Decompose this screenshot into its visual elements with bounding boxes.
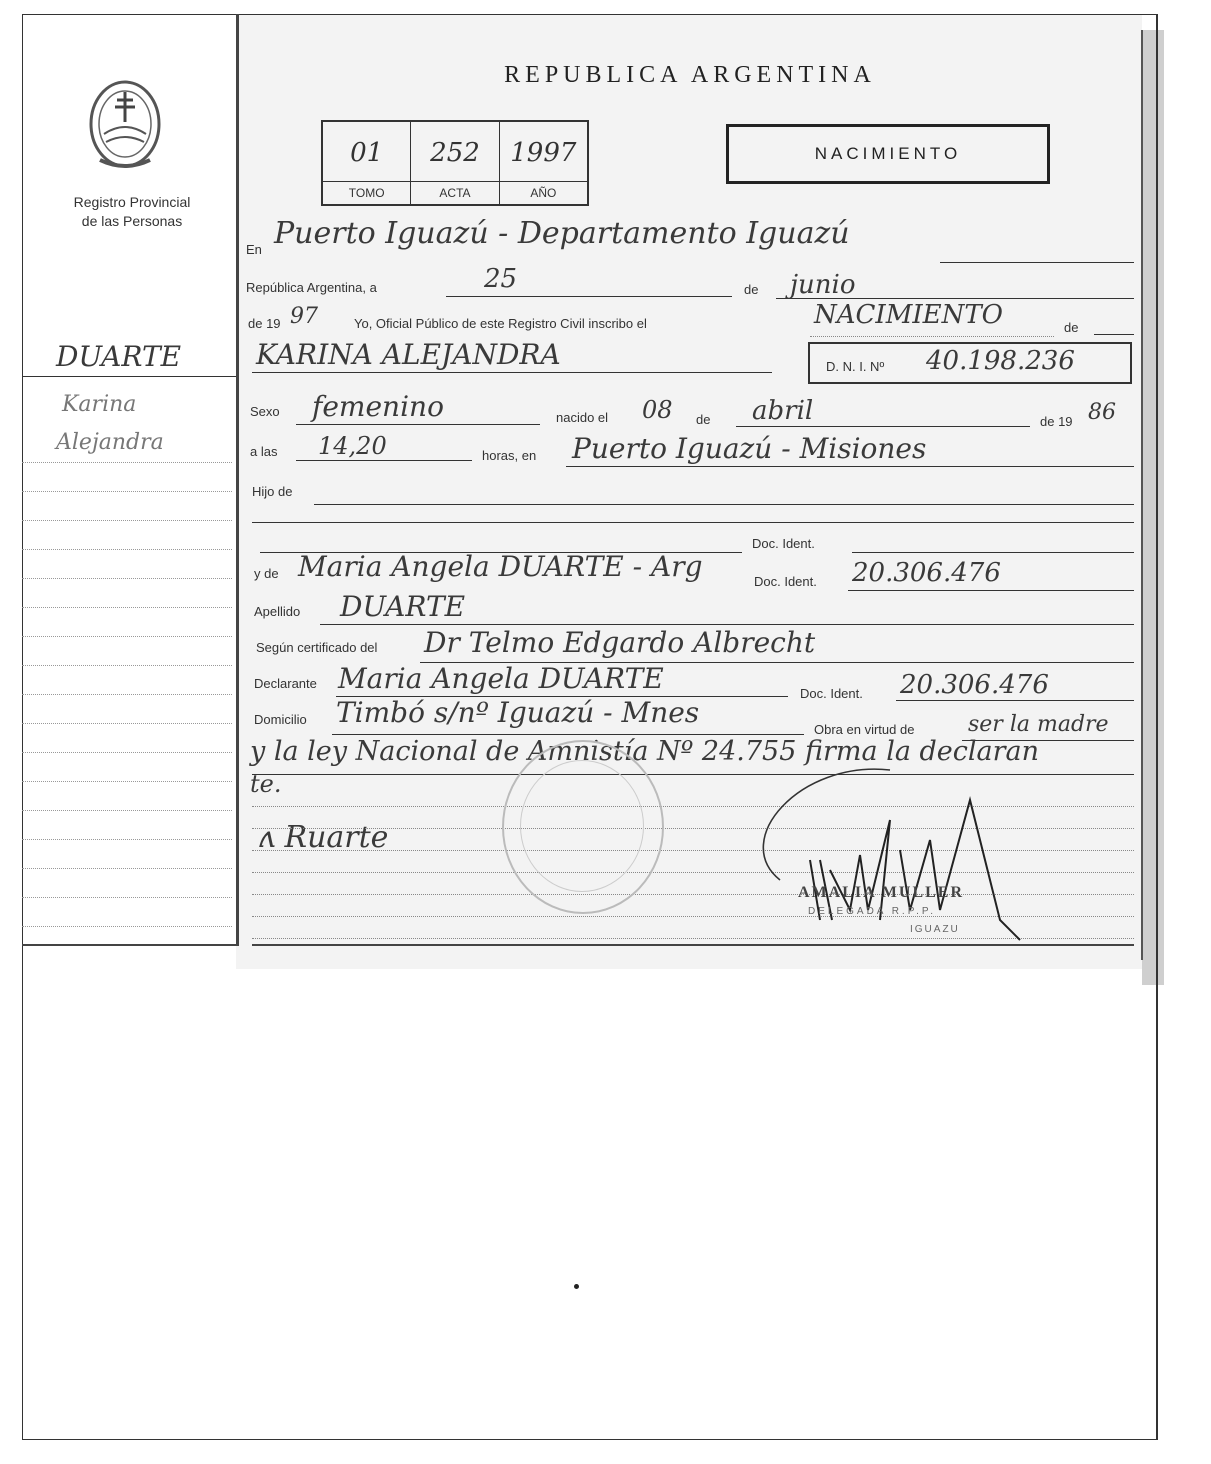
doc1-rule [852, 552, 1134, 553]
full-name-value: KARINA ALEJANDRA [256, 338, 561, 371]
month-value: junio [790, 270, 856, 300]
apellido-rule [320, 624, 1134, 625]
place-rule [940, 262, 1134, 263]
stub-ruled-line [22, 462, 232, 463]
official-place: IGUAZU [910, 924, 960, 935]
birth-day: 08 [642, 396, 673, 424]
stub-ruled-line [22, 694, 232, 695]
provincial-crest-icon [80, 72, 170, 172]
place-value: Puerto Iguazú - Departamento Iguazú [274, 216, 850, 251]
de1-label: de [744, 282, 759, 297]
inscribe-type: NACIMIENTO [814, 300, 1003, 330]
day-rule [446, 296, 732, 297]
nacido-label: nacido el [556, 410, 609, 425]
yde-label: y de [254, 566, 279, 581]
stub-bottom-rule [22, 944, 238, 946]
de2-label: de [1064, 320, 1079, 335]
domicilio-rule [332, 734, 804, 735]
registry-name [40, 193, 224, 231]
year-suffix: 97 [290, 304, 318, 329]
declarante-value: Maria Angela DUARTE [338, 662, 664, 695]
de2-rule [1094, 334, 1134, 335]
birth-year-suffix: 86 [1088, 400, 1116, 425]
dni-label: D. N. I. Nº [826, 359, 885, 374]
mother-doc: 20.306.476 [852, 558, 1001, 588]
day-value: 25 [484, 264, 518, 294]
certificado-value: Dr Telmo Edgardo Albrecht [424, 626, 816, 659]
main-right-rule [1141, 30, 1143, 960]
stub-ruled-line [22, 839, 232, 840]
note-line-1: y la ley Nacional de Amnistía Nº 24.755 firma la declaran [250, 736, 1040, 767]
dni-value: 40.198.236 [926, 346, 1075, 376]
declarant-signature: ʌ Ruarte [258, 820, 389, 855]
doc1-label: Doc. Ident. [752, 536, 815, 551]
acta-cell [411, 122, 499, 204]
inscribe-dots [810, 336, 1054, 337]
official-title: DELEGADA R.P.P. [808, 906, 937, 917]
ano-cell [500, 122, 587, 204]
domicilio-value: Timbó s/nº Iguazú - Mnes [336, 696, 700, 729]
mother-value: Maria Angela DUARTE - Arg [298, 550, 703, 583]
stub-ruled-line [22, 781, 232, 782]
declarante-doc-rule [896, 700, 1134, 701]
tomo-label: TOMO [323, 181, 410, 204]
stub-ruled-line [22, 636, 232, 637]
obra-label: Obra en virtud de [814, 722, 915, 737]
stub-surname: DUARTE [56, 340, 182, 373]
stub-divider [236, 14, 239, 946]
acta-value: 252 [430, 138, 480, 168]
hijo-rule-2 [252, 522, 1134, 523]
registry-line-2: de las Personas [81, 213, 183, 229]
a-las-label: a las [250, 444, 278, 459]
registry-line-1: Registro Provincial [73, 194, 191, 210]
hijo-rule [314, 504, 1134, 505]
official-signature-icon [740, 760, 1040, 950]
dni-box [808, 342, 1132, 384]
birth-month: abril [752, 396, 814, 426]
ano-value: 1997 [510, 138, 577, 168]
country-title: REPUBLICA ARGENTINA [504, 62, 876, 88]
obra-value: ser la madre [968, 712, 1109, 737]
en-label: En [246, 242, 262, 257]
ink-dot [574, 1284, 579, 1289]
de3-label: de [696, 412, 711, 427]
official-stamp-inner [520, 760, 644, 892]
stub-ruled-line [22, 607, 232, 608]
act-type-box: NACIMIENTO [726, 124, 1050, 184]
stub-ruled-line [22, 578, 232, 579]
certificado-label: Según certificado del [256, 640, 378, 655]
acta-label: ACTA [411, 181, 498, 204]
note-line-2: te. [250, 770, 282, 798]
tomo-cell [323, 122, 411, 204]
tomo-value: 01 [350, 138, 384, 168]
birth-place: Puerto Iguazú - Misiones [572, 432, 927, 465]
de-19-label: de 19 [1040, 414, 1073, 429]
stub-ruled-line [22, 868, 232, 869]
republica-label: República Argentina, a [246, 280, 377, 295]
stub-middle-name: Alejandra [56, 430, 164, 455]
yo-text: Yo, Oficial Público de este Registro Civil inscribo el [354, 316, 647, 331]
birth-hour: 14,20 [318, 432, 387, 460]
stub-ruled-line [22, 491, 232, 492]
declarante-label: Declarante [254, 676, 317, 691]
month-rule [776, 298, 1134, 299]
stub-first-name: Karina [62, 392, 137, 417]
sexo-rule [296, 424, 540, 425]
declarante-doc: 20.306.476 [900, 670, 1049, 700]
apellido-label: Apellido [254, 604, 301, 619]
mother-doc-rule [848, 590, 1134, 591]
record-reference-box [321, 120, 589, 206]
stub-ruled-line [22, 926, 232, 927]
hijo-label: Hijo de [252, 484, 293, 499]
de-year-prefix: de 19 [248, 316, 281, 331]
stub-ruled-line [22, 549, 232, 550]
stub-ruled-line [22, 723, 232, 724]
full-name-rule [252, 372, 772, 373]
horas-label: horas, en [482, 448, 537, 463]
hour-rule [296, 460, 472, 461]
ano-label: AÑO [500, 181, 587, 204]
stub-ruled-line [22, 665, 232, 666]
apellido-value: DUARTE [340, 590, 466, 623]
doc3-label: Doc. Ident. [800, 686, 863, 701]
stub-ruled-line [22, 752, 232, 753]
birth-month-rule [736, 426, 1030, 427]
birth-place-rule [566, 466, 1134, 467]
sexo-value: femenino [312, 390, 444, 423]
domicilio-label: Domicilio [254, 712, 307, 727]
official-name: AMALIA MULLER [798, 884, 965, 901]
stub-ruled-line [22, 810, 232, 811]
stub-ruled-line [22, 897, 232, 898]
stub-ruled-line [22, 520, 232, 521]
stub-surname-rule [22, 376, 236, 377]
doc2-label: Doc. Ident. [754, 574, 817, 589]
sexo-label: Sexo [250, 404, 280, 419]
